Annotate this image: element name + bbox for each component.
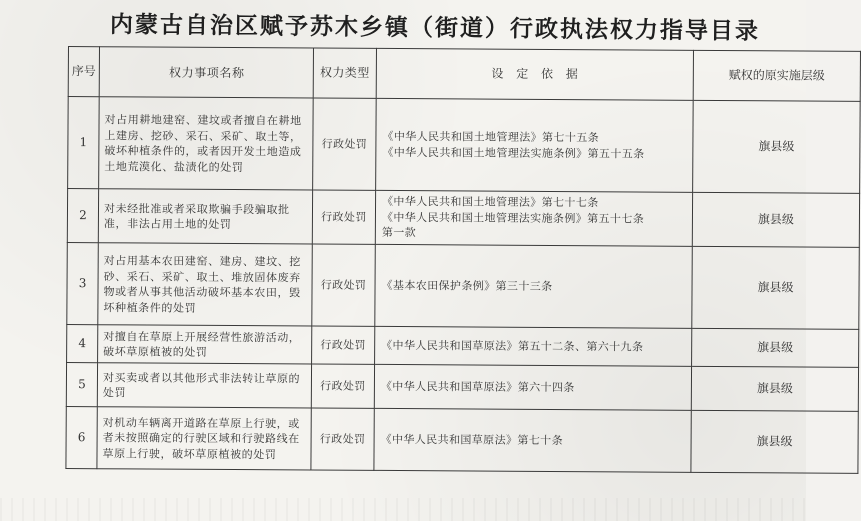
implementation-level: 旗县级 [691, 366, 858, 411]
implementation-level: 旗县级 [691, 410, 858, 473]
power-type: 行政处罚 [313, 98, 377, 190]
table-row [66, 406, 858, 473]
table-row [66, 362, 858, 411]
power-type: 行政处罚 [312, 326, 375, 364]
legal-basis-line: 《中华人民共和国草原法》第七十条 [380, 432, 564, 447]
legal-basis-cell [375, 326, 692, 366]
implementation-level: 旗县级 [692, 246, 859, 329]
power-item-name: 对机动车辆离开道路在草原上行驶，或者未按照确定的行驶区域和行驶路线在草原上行驶，破坏草原植被的处罚 [97, 407, 311, 470]
power-type: 行政处罚 [311, 408, 374, 470]
page-title: 内蒙古自治区赋予苏木乡镇（街道）行政执法权力指导目录 [109, 12, 761, 45]
row-number: 3 [67, 242, 99, 324]
implementation-level: 旗县级 [692, 328, 859, 367]
header-level: 赋权的原实施层级 [693, 50, 860, 101]
legal-basis-cell [374, 364, 691, 410]
legal-basis-line: 《中华人民共和国土地管理法》第七十七条 [382, 195, 599, 210]
header-basis: 设 定 依 据 [376, 48, 693, 100]
implementation-level: 旗县级 [692, 192, 859, 247]
power-type: 行政处罚 [312, 244, 375, 326]
row-number: 1 [68, 97, 100, 189]
scan-noise [0, 498, 806, 521]
row-number: 4 [67, 324, 98, 362]
legal-basis-line: 《中华人民共和国土地管理法实施条例》第五十五条 [382, 145, 645, 161]
legal-basis-cell [375, 190, 692, 246]
implementation-level: 旗县级 [693, 100, 861, 193]
header-name: 权力事项名称 [99, 47, 313, 98]
table-body [66, 97, 860, 474]
legal-basis-cell [375, 244, 692, 328]
catalog-table [65, 46, 861, 474]
legal-basis-cell [376, 98, 694, 192]
row-number: 2 [67, 189, 98, 243]
table-row [68, 97, 861, 194]
legal-basis-line: 《中华人民共和国土地管理法》第七十五条 [382, 129, 600, 145]
catalog-table-wrapper [65, 46, 825, 473]
table-row [67, 189, 859, 248]
power-item-name: 对占用耕地建窑、建坟或者擅自在耕地上建房、挖砂、采石、采矿、取土等，破坏种植条件的，或者因开发土地造成土地荒漠化、盐渍化的处罚 [99, 97, 314, 190]
legal-basis-line: 《中华人民共和国土地管理法实施条例》第五十七条 [381, 210, 645, 226]
power-item-name: 对占用基本农田建窑、建房、建坟、挖砂、采石、采矿、取土、堆放固体废弃物或者从事其他活动破坏基本农田，毁坏种植条件的处罚 [98, 243, 312, 326]
power-item-name: 对擅自在草原上开展经营性旅游活动，破坏草原植被的处罚 [98, 325, 312, 364]
legal-basis-line: 第一款 [381, 226, 417, 240]
table-row [67, 324, 859, 367]
table-header-row [68, 47, 860, 102]
table-row [67, 242, 859, 329]
row-number: 6 [66, 406, 97, 468]
legal-basis-line: 《中华人民共和国草原法》第六十四条 [380, 379, 575, 394]
legal-basis-line: 《基本农田保护条例》第三十三条 [381, 278, 553, 293]
power-item-name: 对买卖或者以其他形式非法转让草原的处罚 [97, 363, 311, 408]
power-type: 行政处罚 [311, 364, 374, 408]
legal-basis-cell [374, 408, 691, 472]
row-number: 5 [66, 362, 97, 406]
header-type: 权力类型 [313, 48, 376, 98]
header-no: 序号 [68, 47, 99, 97]
legal-basis-line: 《中华人民共和国草原法》第五十二条、第六十九条 [381, 338, 644, 354]
power-item-name: 对未经批准或者采取欺骗手段骗取批准，非法占用土地的处罚 [98, 189, 312, 244]
power-type: 行政处罚 [312, 190, 375, 244]
